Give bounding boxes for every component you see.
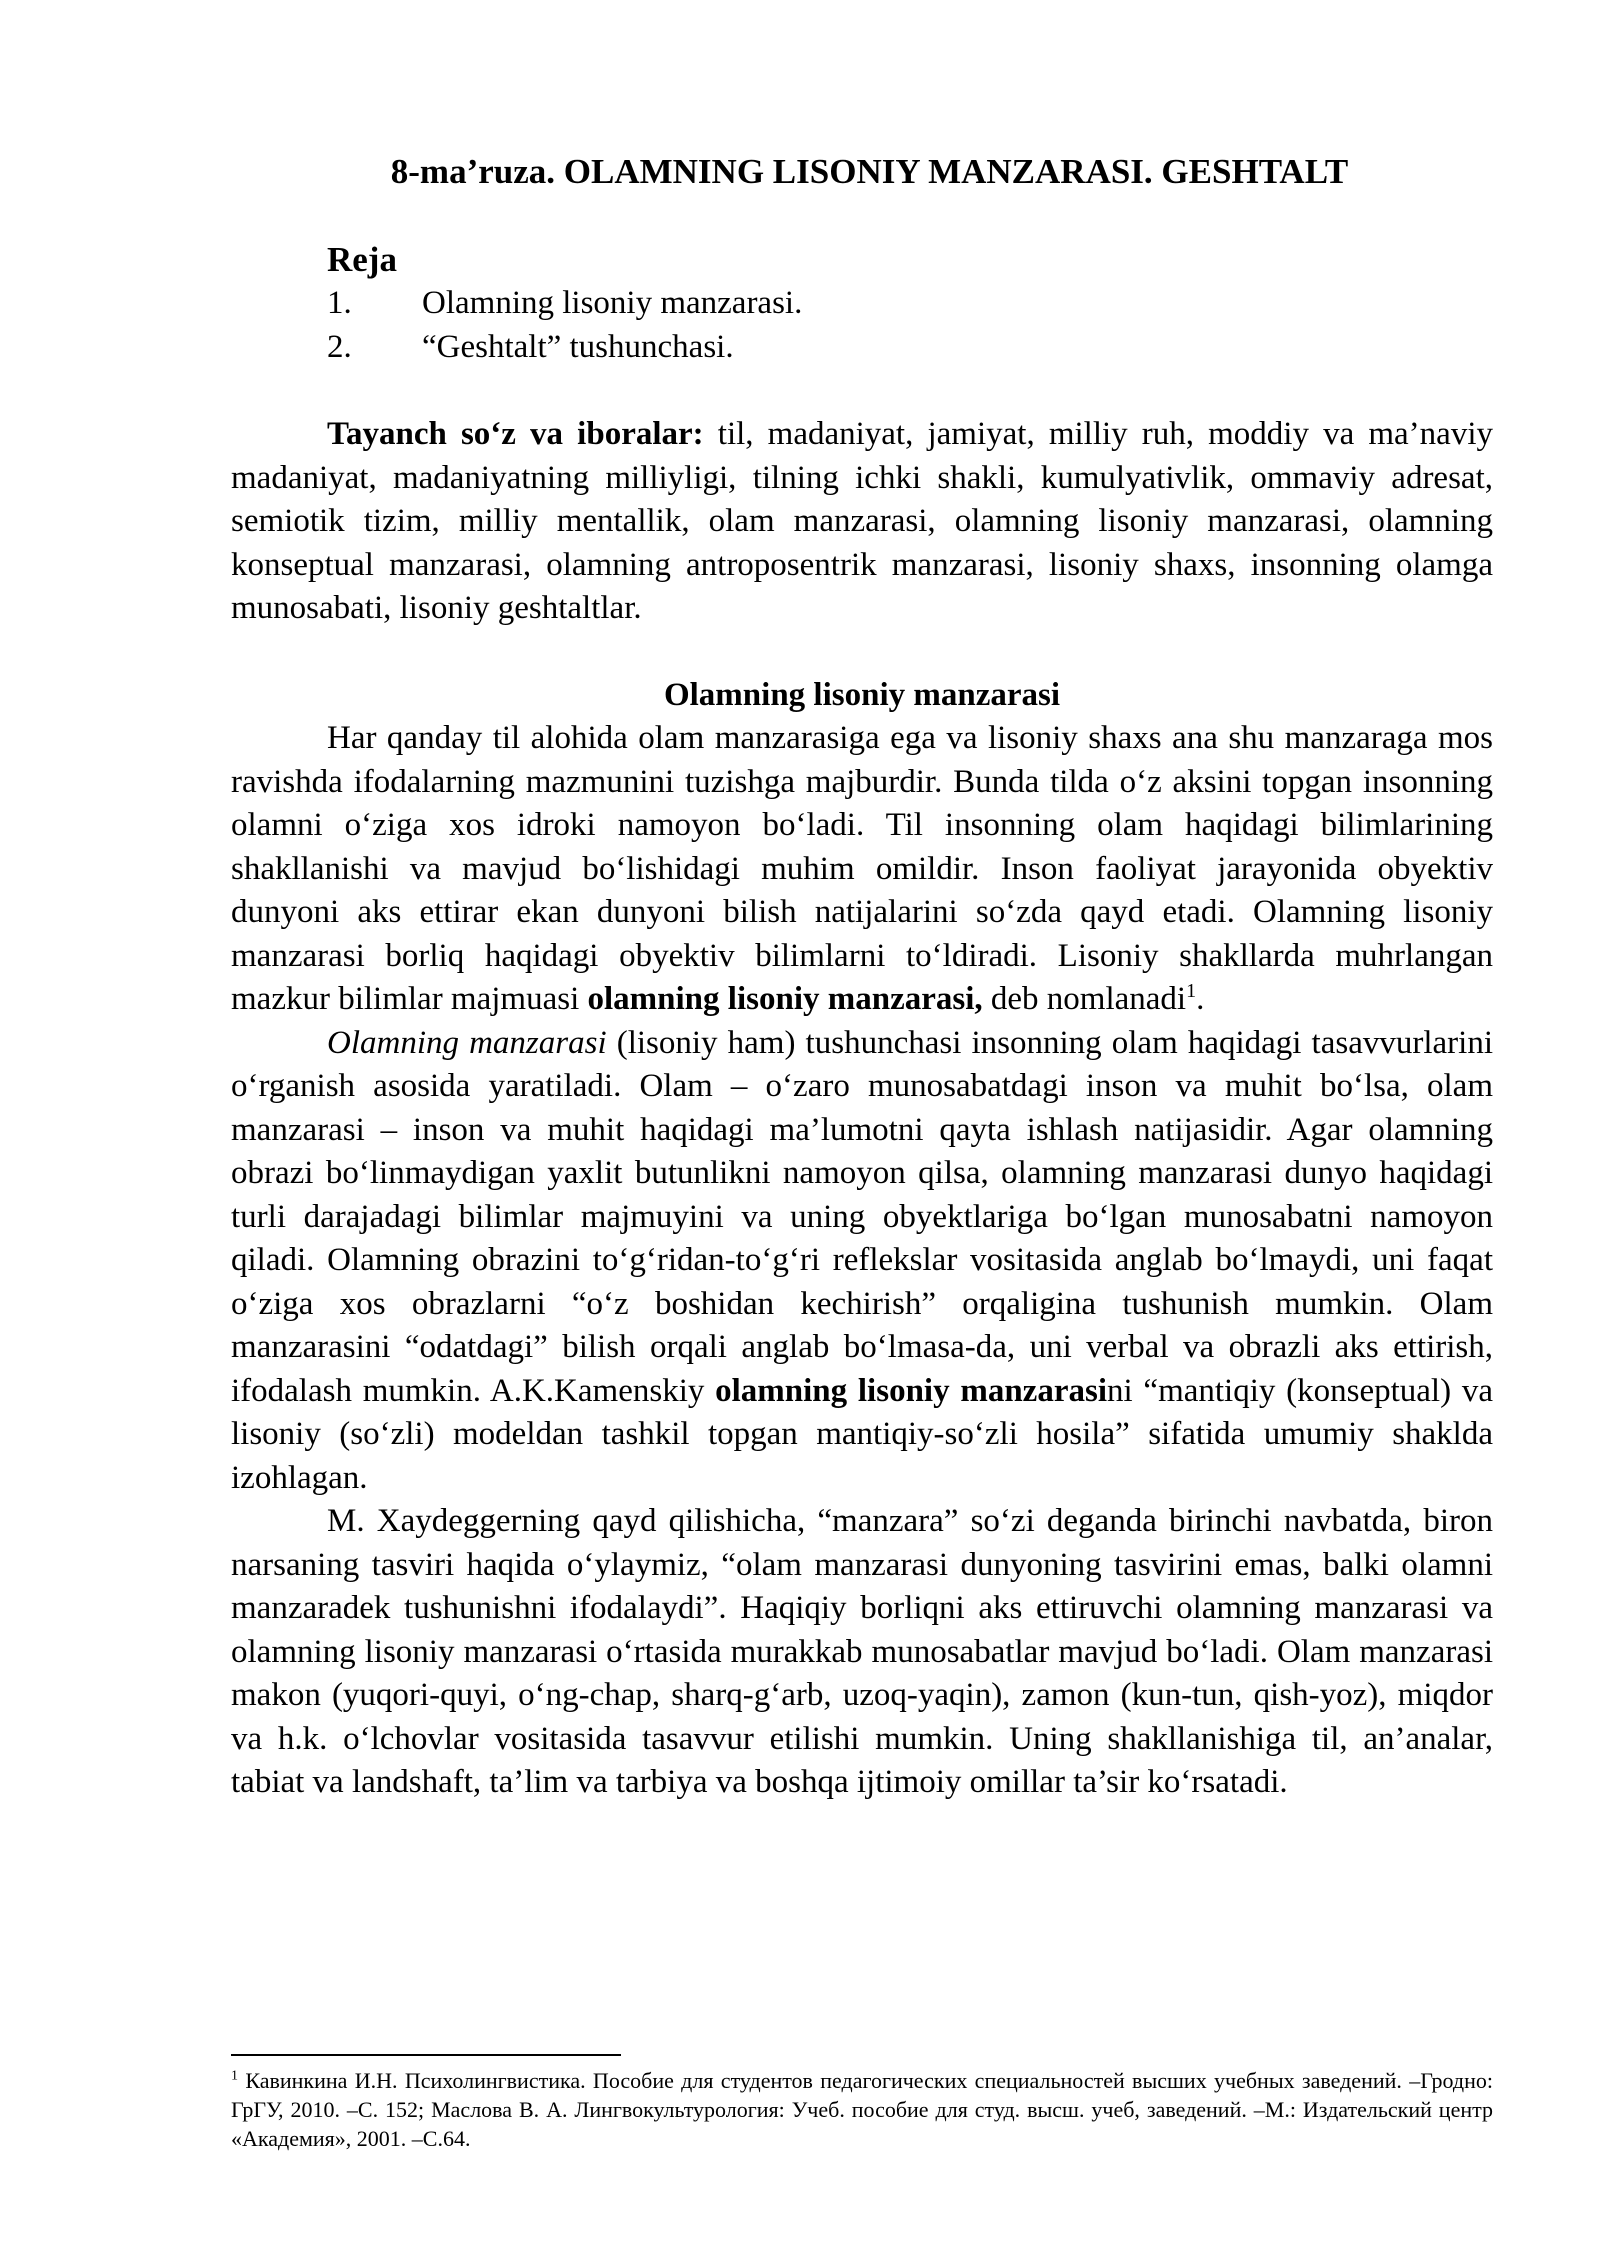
keywords-paragraph	[231, 413, 1493, 631]
lecture-title: 8-ma’ruza. OLAMNING LISONIY MANZARASI. GESHTALT	[390, 152, 1349, 191]
footnote-text: Кавинкина И.Н. Психолингвистика. Пособие для студентов педагогических специальностей высших учебных заведений. –Гродно: ГрГУ, 2010. –С. 152; Маслова В. А. Лингвокультурология: Учеб. пособие для студ. высш. учеб, заведений. –М.: Издательский центр «Академия», 2001. –С.64.	[231, 2068, 1493, 2151]
plan-item	[231, 282, 1493, 326]
plan-item	[231, 326, 1493, 370]
footnote-separator	[231, 2054, 621, 2056]
plan-item-text: Olamning lisoniy manzarasi.	[422, 285, 803, 321]
footnote	[231, 2066, 1493, 2153]
body-paragraph-1	[231, 717, 1493, 1022]
paragraph-text: Har qanday til alohida olam manzarasiga ega va lisoniy shaxs ana shu manzaraga mos ravishda ifodalarning mazmunini tuzishga majburdir. Bunda tilda o‘z aksini topgan insonning olamni o‘ziga xos idroki namoyon bo‘ladi. Til insonning olam haqidagi bilimlarining shakllanishi va mavjud bo‘lishidagi muhim omildir. Inson faoliyat jarayonida obyektiv dunyoni aks ettirar ekan dunyoni bilish natijalarini so‘zda qayd etadi. Olamning lisoniy manzarasi borliq haqidagi obyektiv bilimlarni to‘ldiradi. Lisoniy shakllarda muhrlangan mazkur bilimlar majmuasi	[231, 720, 1493, 1017]
paragraph-text: (lisoniy ham) tushunchasi insonning olam haqidagi tasavvurlarini o‘rganish asosida yaratiladi. Olam – o‘zaro munosabatdagi inson va muhit bo‘lsa, olam manzarasi – inson va muhit haqidagi ma’lumotni qayta ishlash natijasidir. Agar olamning obrazi bo‘linmaydigan yaxlit butunlikni namoyon qilsa, olamning manzarasi dunyo haqidagi turli darajadagi bilimlar majmuyini va uning obyektlariga bo‘lgan munosabatni namoyon qiladi. Olamning obrazini to‘g‘ridan-to‘g‘ri reflekslar vositasida anglab bo‘lmaydi, uni faqat o‘ziga xos obrazlarni “o‘z boshidan kechirish” orqaligina tushunish mumkin. Olam manzarasini “odatdagi” bilish orqali anglab bo‘lmasa-da, uni verbal va obrazli aks ettirish, ifodalash mumkin. A.K.Kamenskiy	[231, 1024, 1493, 1409]
footnote-reference[interactable]: 1	[1186, 980, 1197, 1002]
document-page	[231, 150, 1493, 1805]
paragraph-text: deb nomlanadi	[982, 981, 1187, 1017]
bold-term: olamning lisoniy manzarasi	[715, 1372, 1107, 1409]
plan-item-number: 2.	[327, 328, 352, 365]
bold-term: olamning lisoniy manzarasi,	[587, 981, 983, 1017]
footnote-mark: 1	[231, 2068, 238, 2084]
keywords-text: til, madaniyat, jamiyat, milliy ruh, moddiy va ma’naviy madaniyat, madaniyatning milliyligi, tilning ichki shakli, kumulyativlik, ommaviy adresat, semiotik tizim, milliy mentallik, olam manzarasi, olamning lisoniy manzarasi, olamning konseptual manzarasi, olamning antroposentrik manzarasi, lisoniy shaxs, insonning olamga munosabati, lisoniy geshtaltlar.	[231, 416, 1493, 626]
paragraph-text: .	[1196, 981, 1205, 1017]
keywords-label: Tayanch so‘z va iboralar:	[327, 416, 704, 452]
plan-item-number: 1.	[327, 285, 352, 321]
paragraph-text: ni “mantiqiy (konseptual) va lisoniy (so‘zli) modeldan tashkil topgan mantiqiy-so‘zli hosila” sifatida umumiy shaklda izohlagan.	[231, 1372, 1493, 1496]
section-heading: Olamning lisoniy manzarasi	[663, 676, 1061, 713]
plan-item-text: “Geshtalt” tushunchasi.	[422, 328, 734, 365]
body-paragraph-2	[231, 1022, 1493, 1501]
italic-term: Olamning manzarasi	[327, 1024, 607, 1061]
body-paragraph-3: M. Xaydeggerning qayd qilishicha, “manzara” so‘zi deganda birinchi navbatda, biron narsaning tasviri haqida o‘ylaymiz, “olam manzarasi dunyoning tasvirini emas, balki olamni manzaradek tushunishni ifodalaydi”. Haqiqiy borliqni aks ettiruvchi olamning manzarasi va olamning lisoniy manzarasi o‘rtasida murakkab munosabatlar mavjud bo‘ladi. Olam manzarasi makon (yuqori-quyi, o‘ng-chap, sharq-g‘arb, uzoq-yaqin), zamon (kun-tun, qish-yoz), miqdor va h.k. o‘lchovlar vositasida tasavvur etilishi mumkin. Uning shakllanishiga til, an’analar, tabiat va landshaft, ta’lim va tarbiya va boshqa ijtimoiy omillar ta’sir ko‘rsatadi.	[231, 1503, 1493, 1800]
plan-heading: Reja	[327, 240, 397, 279]
